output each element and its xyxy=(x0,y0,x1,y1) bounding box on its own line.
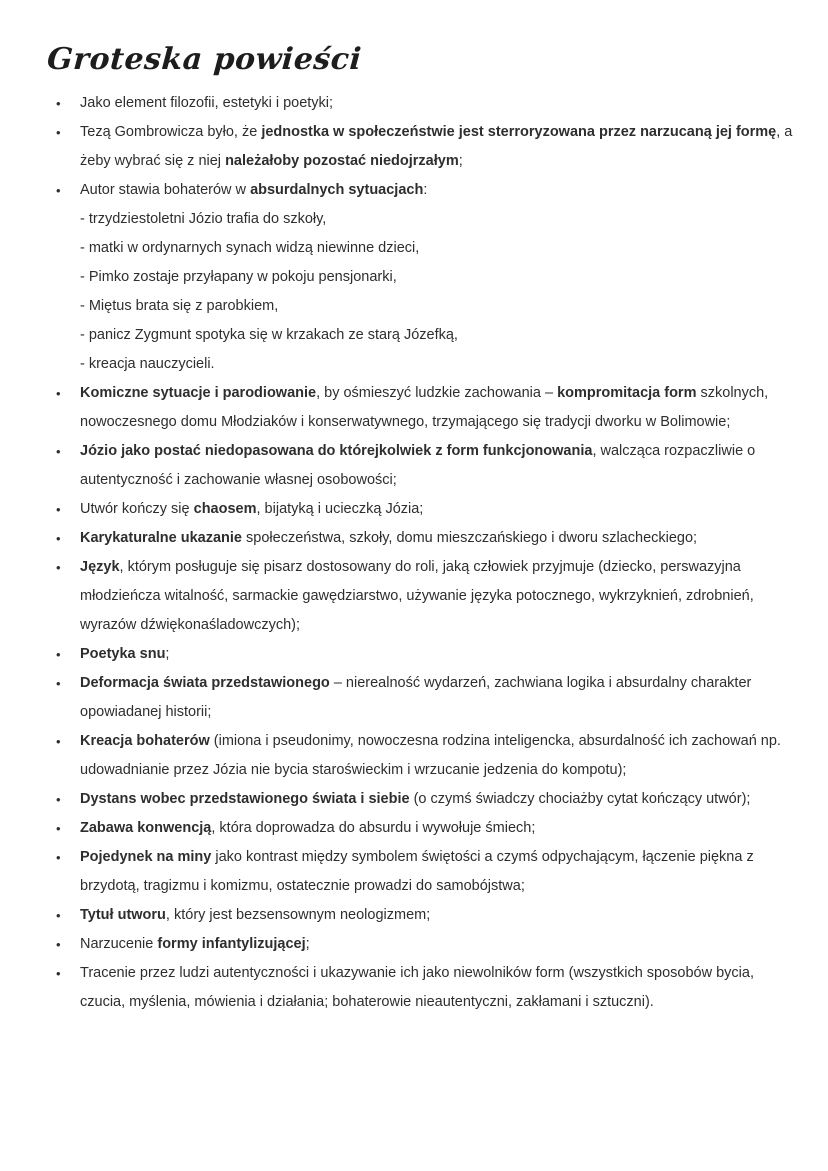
text-segment-bold: Zabawa konwencją xyxy=(80,820,212,836)
text-segment: - kreacja nauczycieli. xyxy=(80,356,215,372)
bullet-item xyxy=(0,930,828,959)
bullet-item xyxy=(0,959,828,1017)
bullet-marker: • xyxy=(56,792,61,807)
bullet-marker: • xyxy=(56,96,61,111)
text-segment: Narzucenie xyxy=(80,936,158,952)
item-text xyxy=(80,176,802,205)
sub-dash-line xyxy=(0,350,828,379)
item-text xyxy=(80,814,802,843)
text-segment-bold: chaosem xyxy=(193,501,257,517)
bullet-item xyxy=(0,901,828,930)
bullet-marker: • xyxy=(56,125,61,140)
item-text xyxy=(80,785,802,814)
text-segment: ; xyxy=(458,153,463,169)
bullet-item xyxy=(0,495,828,524)
sub-dash-line xyxy=(0,263,828,292)
text-segment-bold: Deformacja świata przedstawionego xyxy=(80,675,330,691)
bullet-marker: • xyxy=(56,734,61,749)
bullet-item xyxy=(0,669,828,727)
bullet-marker: • xyxy=(56,386,61,401)
sub-dash-line xyxy=(0,205,828,234)
text-segment: - Miętus brata się z parobkiem, xyxy=(80,298,279,314)
text-segment: ; xyxy=(165,646,170,662)
text-segment-bold: Józio jako postać niedopasowana do którejkolwiek z form funkcjonowania xyxy=(80,443,593,459)
item-text xyxy=(80,292,802,321)
text-segment: Jako element filozofii, estetyki i poetyki; xyxy=(80,95,334,111)
item-text xyxy=(80,263,802,292)
item-text xyxy=(80,843,802,901)
bullet-marker: • xyxy=(56,908,61,923)
text-segment-bold: Karykaturalne ukazanie xyxy=(80,530,242,546)
text-segment-bold: jednostka w społeczeństwie jest sterroryzowana przez narzucaną jej formę xyxy=(261,124,777,140)
item-text xyxy=(80,118,802,176)
text-segment-bold: Komiczne sytuacje i parodiowanie xyxy=(80,385,317,401)
bullet-marker: • xyxy=(56,560,61,575)
text-segment-bold: należałoby pozostać niedojrzałym xyxy=(225,153,459,169)
bullet-marker: • xyxy=(56,647,61,662)
sub-dash-line xyxy=(0,292,828,321)
item-text xyxy=(80,524,802,553)
text-segment-bold: Język xyxy=(80,559,120,575)
text-segment: , bijatyką i ucieczką Józia; xyxy=(256,501,424,517)
text-segment: , który jest bezsensownym neologizmem; xyxy=(165,907,431,923)
item-text xyxy=(80,553,802,640)
bullet-item xyxy=(0,727,828,785)
text-segment: szkolnych, nowoczesnego domu Młodziaków i konserwatywnego, trzymającego się tradycji dworku w Bolimowie; xyxy=(80,385,769,430)
bullet-marker: • xyxy=(56,850,61,865)
bullet-item xyxy=(0,843,828,901)
item-text xyxy=(80,901,802,930)
text-segment: , by ośmieszyć ludzkie zachowania – xyxy=(316,385,558,401)
bullet-item xyxy=(0,553,828,640)
sub-dash-line xyxy=(0,321,828,350)
bullet-marker: • xyxy=(56,531,61,546)
text-segment-bold: Pojedynek na miny xyxy=(80,849,212,865)
item-text xyxy=(80,205,802,234)
item-text xyxy=(80,321,802,350)
text-segment: , a żeby wybrać się z niej xyxy=(80,124,793,169)
text-segment: Utwór kończy się xyxy=(80,501,194,517)
text-segment: - panicz Zygmunt spotyka się w krzakach ze starą Józefką, xyxy=(80,327,458,343)
bullet-item xyxy=(0,176,828,205)
text-segment-bold: Kreacja bohaterów xyxy=(80,733,210,749)
bullet-marker: • xyxy=(56,183,61,198)
text-segment-bold: Dystans wobec przedstawionego świata i siebie xyxy=(80,791,410,807)
item-text xyxy=(80,89,802,118)
bullet-item xyxy=(0,118,828,176)
bullet-item xyxy=(0,814,828,843)
item-text xyxy=(80,350,802,379)
text-segment: Tracenie przez ludzi autentyczności i ukazywanie ich jako niewolników form (wszystkich sposobów bycia, czucia, myślenia, mówienia i działania; bohaterowie nieautentyczni, zakłamani i sztuczni). xyxy=(80,965,754,1010)
item-text xyxy=(80,959,802,1017)
item-text xyxy=(80,669,802,727)
text-segment: , która doprowadza do absurdu i wywołuje śmiech; xyxy=(211,820,536,836)
text-segment: - matki w ordynarnych synach widzą niewinne dzieci, xyxy=(80,240,420,256)
bullet-item xyxy=(0,785,828,814)
sub-dash-line xyxy=(0,234,828,263)
text-segment-bold: formy infantylizującej xyxy=(157,936,306,952)
text-segment-bold: absurdalnych sytuacjach xyxy=(250,182,424,198)
text-segment-bold: Poetyka snu xyxy=(80,646,166,662)
bullet-list xyxy=(0,89,828,1017)
bullet-marker: • xyxy=(56,502,61,517)
item-text xyxy=(80,437,802,495)
text-segment: ; xyxy=(305,936,310,952)
text-segment: społeczeństwa, szkoły, domu mieszczańskiego i dworu szlacheckiego; xyxy=(242,530,698,546)
bullet-marker: • xyxy=(56,937,61,952)
text-segment-bold: kompromitacja form xyxy=(557,385,697,401)
text-segment: Autor stawia bohaterów w xyxy=(80,182,251,198)
text-segment: - Pimko zostaje przyłapany w pokoju pensjonarki, xyxy=(80,269,397,285)
item-text xyxy=(80,727,802,785)
bullet-item xyxy=(0,379,828,437)
text-segment-bold: Tytuł utworu xyxy=(80,907,166,923)
bullet-item xyxy=(0,437,828,495)
item-text xyxy=(80,234,802,263)
item-text xyxy=(80,379,802,437)
bullet-item xyxy=(0,640,828,669)
text-segment: , którym posługuje się pisarz dostosowany do roli, jaką człowiek przyjmuje (dziecko, perswazyjna młodzieńcza witalność, sarmackie gawędziarstwo, używanie języka potocznego, wykrzyknień, zdrobnień, wyrazów dźwiękonaśladowczych); xyxy=(80,559,754,633)
text-segment: (o czymś świadczy chociażby cytat kończący utwór); xyxy=(409,791,751,807)
bullet-item xyxy=(0,524,828,553)
bullet-marker: • xyxy=(56,821,61,836)
page-title: Groteska powieści xyxy=(46,42,363,77)
text-segment: (imiona i pseudonimy, nowoczesna rodzina inteligencka, absurdalność ich zachowań np. udowadnianie przez Józia nie bycia staroświeckim i wrzucanie jedzenia do kompotu); xyxy=(80,733,781,778)
item-text xyxy=(80,640,802,669)
bullet-item xyxy=(0,89,828,118)
text-segment: Tezą Gombrowicza było, że xyxy=(80,124,262,140)
item-text xyxy=(80,930,802,959)
item-text xyxy=(80,495,802,524)
bullet-marker: • xyxy=(56,444,61,459)
text-segment: : xyxy=(423,182,428,198)
bullet-marker: • xyxy=(56,676,61,691)
bullet-marker: • xyxy=(56,966,61,981)
text-segment: jako kontrast między symbolem świętości a czymś odpychającym, łączenie piękna z brzydotą, tragizmu i komizmu, ostatecznie prowadzi do samobójstwa; xyxy=(80,849,754,894)
text-segment: - trzydziestoletni Józio trafia do szkoły, xyxy=(80,211,327,227)
text-segment: – nierealność wydarzeń, zachwiana logika i absurdalny charakter opowiadanej historii; xyxy=(80,675,752,720)
text-segment: , walcząca rozpaczliwie o autentyczność i zachowanie własnej osobowości; xyxy=(80,443,756,488)
